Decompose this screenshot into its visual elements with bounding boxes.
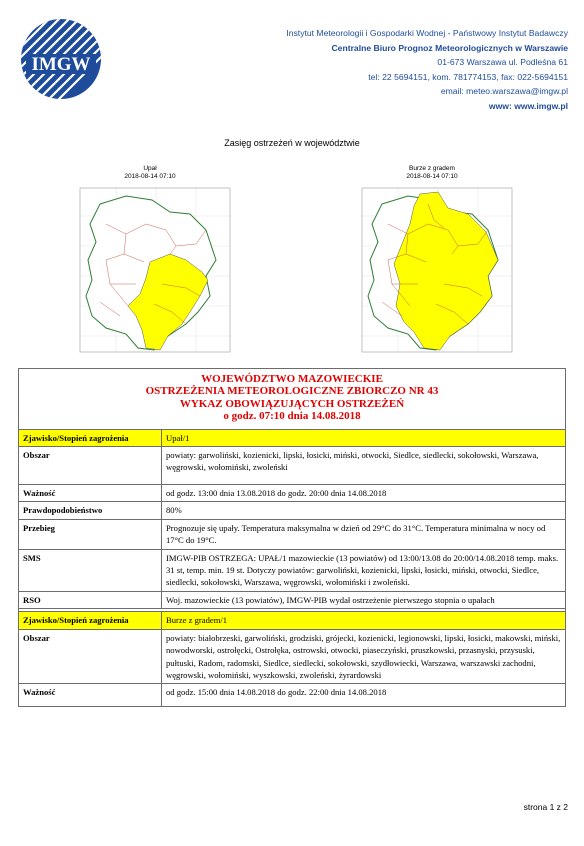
area-label: Obszar: [19, 629, 162, 684]
map-heat-timestamp: 2018-08-14 07:10: [124, 173, 176, 180]
sms-label: SMS: [19, 549, 162, 591]
imgw-logo: [20, 18, 102, 100]
title-summary: OSTRZEŻENIA METEOROLOGICZNE ZBIORCZO NR 43: [145, 385, 439, 398]
map-heat-label: Upał: [143, 165, 157, 172]
address: 01-673 Warszawa ul. Podleśna 61: [437, 57, 568, 68]
page-number: strona 1 z 2: [523, 802, 568, 812]
validity-label: Ważność: [19, 684, 162, 707]
title-list: WYKAZ OBOWIĄZUJĄCYCH OSTRZEŻEŃ: [179, 397, 405, 410]
probability-value: 80%: [162, 502, 566, 519]
title-voivodeship: WOJEWÓDZTWO MAZOWIECKIE: [201, 373, 383, 385]
map-hail-timestamp: 2018-08-14 07:10: [406, 173, 458, 180]
table-row: [19, 684, 566, 707]
area-value: powiaty: garwoliński, kozienicki, lipski, łosicki, miński, otwocki, Siedlce, siedlecki, sokołowski, Warszawa, węgrowski, wołomiński, zwoleński: [162, 447, 566, 485]
area-label: Obszar: [19, 447, 162, 485]
rso-label: RSO: [19, 591, 162, 608]
hazard-value: Upał/1: [162, 429, 566, 446]
map-heat: [66, 165, 234, 354]
bureau-name: Centralne Biuro Prognoz Meteorologicznych w Warszawie: [331, 42, 568, 53]
header-contact: [286, 26, 568, 114]
table-row: [19, 429, 566, 446]
warnings-table: [18, 368, 566, 707]
table-row: [19, 591, 566, 608]
area-value: powiaty: białobrzeski, garwoliński, grodziski, grójecki, kozienicki, legionowski, lipski, łosicki, makowski, miński, nowodworski, ostrołęcki, Ostrołęka, ostrowski, otwocki, piaseczyński, pruszkowski, przasnyski, przysuski, pułtuski, Radom, radomski, Siedlce, siedlecki, sokołowski, szydłowiecki, Warszawa, warszawski zachodni, węgrowski, wołomiński, wyszkowski, zwoleński, żyrardowski: [162, 629, 566, 684]
hazard-label: Zjawisko/Stopień zagrożenia: [19, 612, 162, 629]
maps-title: Zasięg ostrzeżeń w województwie: [224, 138, 360, 148]
table-row: [19, 549, 566, 591]
title-time: o godz. 07:10 dnia 14.08.2018: [223, 410, 361, 423]
table-row: [19, 485, 566, 502]
rso-value: Woj. mazowieckie (13 powiatów), IMGW-PIB wydał ostrzeżenie pierwszego stopnia o upałach: [162, 591, 566, 608]
table-row: [19, 447, 566, 485]
table-row: [19, 502, 566, 519]
map-heat-graphic: [66, 184, 234, 354]
hazard-label: Zjawisko/Stopień zagrożenia: [19, 429, 162, 446]
validity-value: od godz. 15:00 dnia 14.08.2018 do godz. 22:00 dnia 14.08.2018: [162, 684, 566, 707]
course-value: Prognozuje się upały. Temperatura maksymalna w dzień od 29°C do 31°C. Temperatura minimalna w nocy od 17°C do 19°C.: [162, 519, 566, 549]
institute-name: Instytut Meteorologii i Gospodarki Wodnej - Państwowy Instytut Badawczy: [286, 28, 568, 38]
course-label: Przebieg: [19, 519, 162, 549]
table-row: [19, 519, 566, 549]
table-row: [19, 629, 566, 684]
probability-label: Prawdopodobieństwo: [19, 502, 162, 519]
table-title: [19, 369, 566, 430]
email: email: meteo.warszawa@imgw.pl: [440, 86, 568, 97]
map-hail-graphic: [348, 184, 516, 354]
map-hail: [348, 165, 516, 354]
hazard-value: Burze z gradem/1: [162, 612, 566, 629]
table-row: [19, 612, 566, 629]
logo-text: IMGW: [31, 54, 91, 75]
phone: tel: 22 5694151, kom. 781774153, fax: 022-5694151: [368, 71, 568, 82]
map-hail-label: Burze z gradem: [409, 165, 455, 172]
sms-value: IMGW-PIB OSTRZEGA: UPAŁ/1 mazowieckie (13 powiatów) od 13:00/13.08 do 20:00/14.08.2018 temp. maks. 31 st, temp. min. 19 st. Dotyczy powiatów: garwoliński, kozienicki, lipski, łosicki, miński, otwocki, Siedlce, siedlecki, sokołowski, Warszawa, węgrowski, wołomiński i zwoleński.: [162, 549, 566, 591]
validity-label: Ważność: [19, 485, 162, 502]
website: www: www.imgw.pl: [488, 100, 568, 111]
validity-value: od godz. 13:00 dnia 13.08.2018 do godz. 20:00 dnia 14.08.2018: [162, 485, 566, 502]
